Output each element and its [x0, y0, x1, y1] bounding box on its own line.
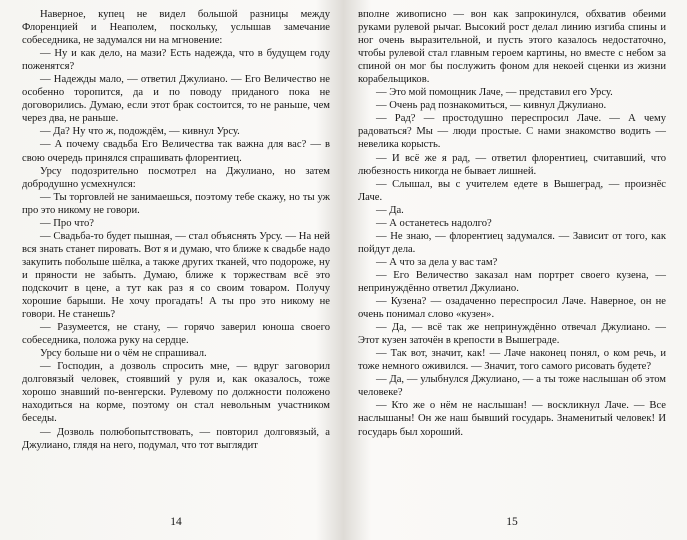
paragraph: — Про что?	[40, 217, 94, 229]
paragraph: — Очень рад познакомиться, — кивнул Джулиано.	[376, 100, 607, 112]
page-number: 14	[170, 516, 182, 528]
paragraph: — Кто же о нём не наслышан! — воскликнул Лаче. — Все наслышаны! Он же наш бывший государь. Знаменитый человек! И государь был хороший.	[358, 400, 666, 438]
paragraph: — Да, — улыбнулся Джулиано, — а ты тоже наслышан об этом человеке?	[358, 374, 666, 399]
paragraph: — Разумеется, не стану, — горячо заверил юноша своего собеседника, положа руку на сердце.	[22, 322, 330, 347]
paragraph: — Не знаю, — флорентиец задумался. — Зависит от того, как пойдут дела.	[358, 230, 666, 255]
paragraph: — Дозволь полюбопытствовать, — повторил долговязый, а Джулиано, глядя на него, подумал, что тот выглядит	[22, 426, 330, 451]
right-page-text	[358, 8, 666, 439]
paragraph: — Ну и как дело, на мази? Есть надежда, что в будущем году поженятся?	[22, 48, 330, 73]
paragraph: Урсу подозрительно посмотрел на Джулиано, но затем добродушно усмехнулся:	[22, 165, 330, 190]
paragraph: — Да? Ну что ж, подождём, — кивнул Урсу.	[40, 126, 240, 138]
paragraph: Наверное, купец не видел большой разницы между Флоренцией и Неаполем, поскольку, услышав замечание собеседника, не задумался ни на мгновение:	[22, 9, 330, 47]
paragraph: — И всё же я рад, — ответил флорентиец, считавший, что любезность никогда не бывает лишней.	[358, 152, 666, 177]
paragraph: — Так вот, значит, как! — Лаче наконец понял, о ком речь, и тоже немного оживился. — Значит, того самого рисовать будете?	[358, 348, 666, 373]
left-page-text	[22, 8, 330, 452]
paragraph: — Рад? — простодушно переспросил Лаче. — А чему радоваться? Мы — люди простые. С нами знакомство водить — невелика корысть.	[358, 113, 666, 151]
paragraph: — Надежды мало, — ответил Джулиано. — Его Величество не особенно торопится, да и по поводу приданого пока не договорились. Думаю, если этот брак состоится, то не раньше, чем через два, не раньше.	[22, 74, 330, 125]
paragraph: — Да, — всё так же непринуждённо отвечал Джулиано. — Этот кузен заточён в крепости в Вышеграде.	[358, 322, 666, 347]
paragraph: — Кузена? — озадаченно переспросил Лаче. Наверное, он не очень понимал слово «кузен».	[358, 296, 666, 321]
paragraph: — А почему свадьба Его Величества так важна для вас? — в свою очередь принялся спрашивать флорентиец.	[22, 139, 330, 164]
paragraph: — Ты торговлей не занимаешься, поэтому тебе скажу, но ты уж про это никому не говори.	[22, 191, 330, 216]
paragraph: — Слышал, вы с учителем едете в Вышеград, — произнёс Лаче.	[358, 178, 666, 203]
paragraph: — А что за дела у вас там?	[376, 256, 498, 268]
left-page	[22, 8, 330, 528]
paragraph: вполне живописно — вон как запрокинулся, обхватив обеими руками рулевой рычаг. Высокий рост делал линию изгиба спины и ног очень выразительной, и пусть этого казалось недостаточно, чтобы рулевой стал главным героем картины, но вместе с небом за спиной он мог бы послужить фоном для некоей сценки из жизни корабельщиков.	[358, 9, 666, 86]
paragraph: — Да.	[376, 204, 404, 216]
paragraph: — Свадьба-то будет пышная, — стал объяснять Урсу. — На ней вся знать станет пировать. Вот я и думаю, что ближе к свадьбе надо закупить побольше шёлка, а также других тканей, что подороже, ну и пряности не забыть. Думаю, ближе к торжествам всё это подскочит в цене, а тут как раз я со своим товаром. Получу хорошие барыши. Не хочу прогадать! А ты про это никому не говори. Не станешь?	[22, 230, 330, 321]
page-number: 15	[506, 516, 518, 528]
paragraph: Урсу больше ни о чём не спрашивал.	[40, 348, 207, 360]
paragraph: — Это мой помощник Лаче, — представил его Урсу.	[376, 87, 613, 99]
paragraph: — А останетесь надолго?	[376, 217, 492, 229]
paragraph: — Его Величество заказал нам портрет своего кузена, — непринуждённо ответил Джулиано.	[358, 269, 666, 294]
right-page	[358, 8, 666, 528]
paragraph: — Господин, а дозволь спросить мне, — вдруг заговорил долговязый человек, стоявший у руля и, как оказалось, тоже хорошо знавший по-венгерски. Рулевому по должности положено находиться на корме, поэтому он стал невольным участником беседы.	[22, 361, 330, 425]
